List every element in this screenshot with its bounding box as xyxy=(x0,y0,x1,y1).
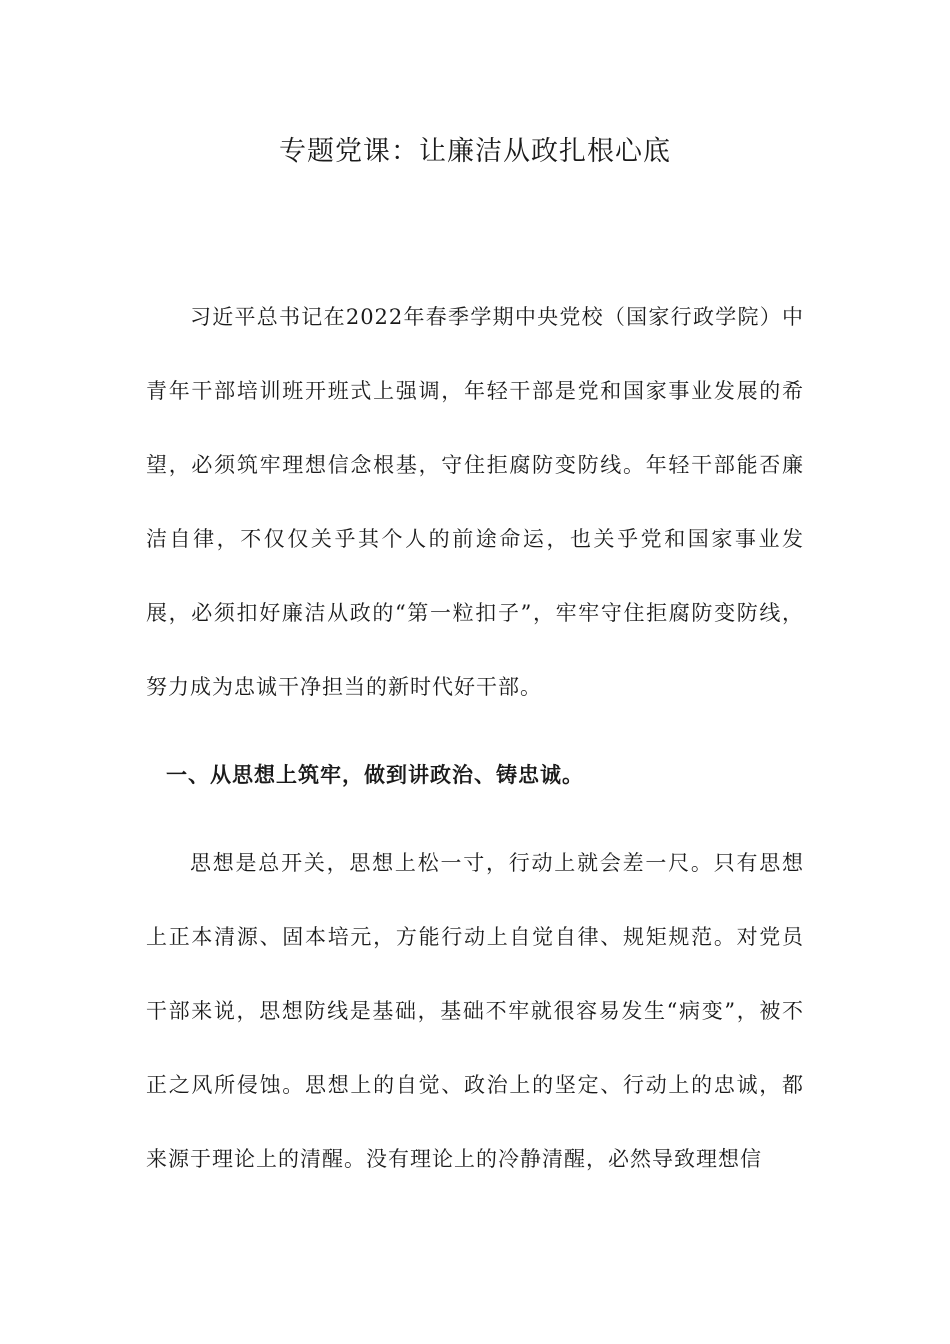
section-1-paragraph: 思想是总开关，思想上松一寸，行动上就会差一尺。只有思想上正本清源、固本培元，方能行动上自觉自律、规矩规范。对党员干部来说，思想防线是基础，基础不牢就很容易发生“病变”，被不正之风所侵蚀。思想上的自觉、政治上的坚定、行动上的忠诚，都来源于理论上的清醒。没有理论上的冷静清醒，必然导致理想信 xyxy=(146,851,804,1171)
document-title: 专题党课：让廉洁从政扎根心底 xyxy=(279,136,671,167)
document-body xyxy=(146,280,804,1196)
intro-paragraph: 习近平总书记在2022年春季学期中央党校（国家行政学院）中青年干部培训班开班式上强调，年轻干部是党和国家事业发展的希望，必须筑牢理想信念根基，守住拒腐防变防线。年轻干部能否廉洁自律，不仅仅关乎其个人的前途命运，也关乎党和国家事业发展，必须扣好廉洁从政的“第一粒扣子”，牢牢守住拒腐防变防线，努力成为忠诚干净担当的新时代好干部。 xyxy=(146,305,804,699)
section-heading-1: 一、从思想上筑牢，做到讲政治、铸忠诚。 xyxy=(166,763,584,787)
